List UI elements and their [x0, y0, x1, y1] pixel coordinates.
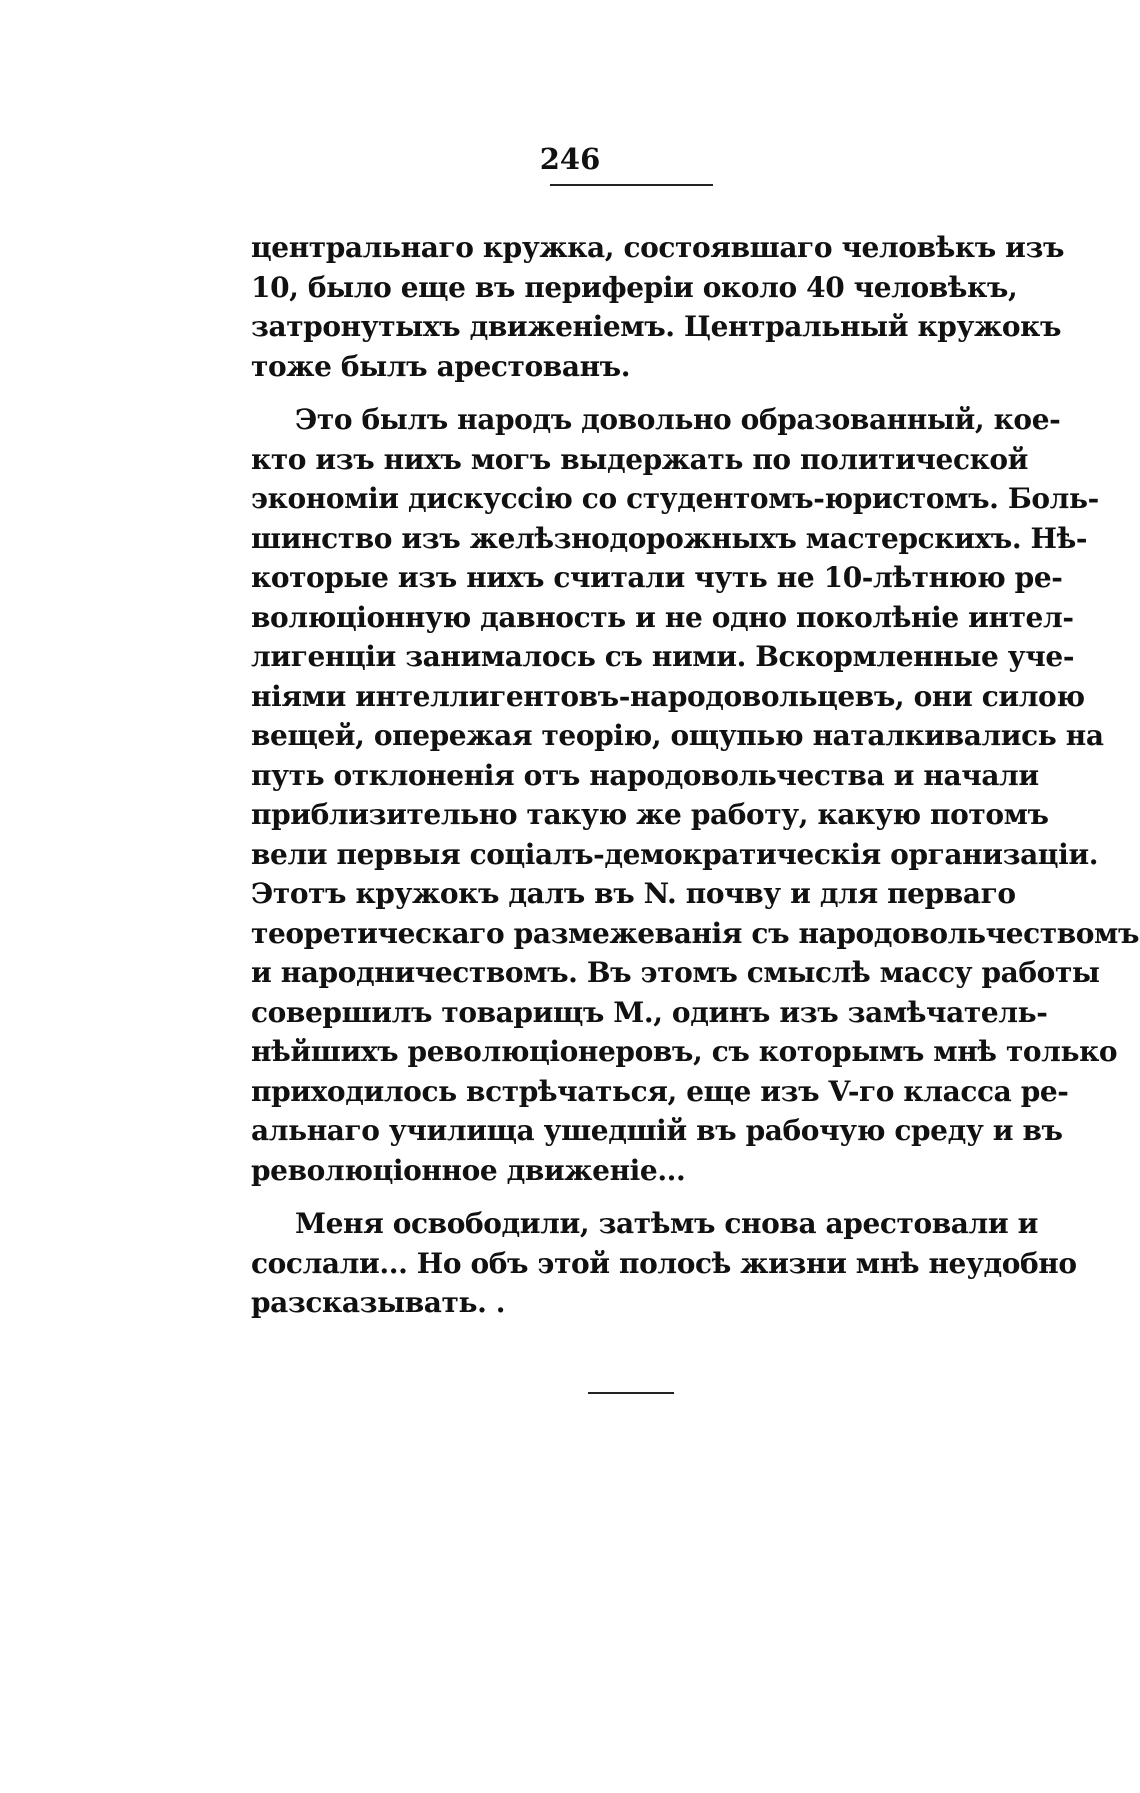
text-line: центральнаго кружка, состоявшаго человѣкъ изъ [251, 231, 1065, 264]
text-line: 10, было еще въ периферіи около 40 человѣкъ, [251, 270, 1018, 304]
page-number: 246 [539, 142, 601, 176]
header-rule [550, 184, 713, 186]
text-line: приблизительно такую же работу, какую потомъ [251, 798, 1049, 831]
text-line: кто изъ нихъ могъ выдержать по политической [251, 442, 1029, 476]
text-line: приходилось встрѣчаться, еще изъ V-го класса ре- [251, 1074, 1069, 1108]
paragraph-3 [251, 1204, 1077, 1323]
text-line: тоже былъ арестованъ. [251, 349, 631, 383]
text-line: теоретическаго размежеванія съ народовольчествомъ [251, 916, 1140, 950]
end-rule [588, 1392, 674, 1394]
text-line: вещей, опережая теорію, ощупью наталкивались на [251, 719, 1104, 752]
text-line: которые изъ нихъ считали чуть не 10-лѣтнюю ре- [251, 561, 1063, 594]
text-line: разсказывать. . [251, 1286, 506, 1319]
text-line: шинство изъ желѣзнодорожныхъ мастерскихъ. Нѣ- [251, 521, 1088, 555]
text-line: Это былъ народъ довольно образованный, кое- [295, 403, 1061, 436]
text-line: революціонное движеніе... [251, 1153, 686, 1187]
text-line: Этотъ кружокъ далъ въ N. почву и для перваго [251, 877, 1016, 910]
text-line: совершилъ товарищъ М., одинъ изъ замѣчатель- [251, 995, 1048, 1029]
text-line: Меня освободили, затѣмъ снова арестовали и [295, 1207, 1038, 1240]
paragraph-1 [251, 228, 1065, 386]
text-line: экономіи дискуссію со студентомъ-юристомъ. Боль- [251, 482, 1099, 515]
text-line: альнаго училища ушедшій въ рабочую среду и въ [251, 1114, 1063, 1147]
text-line: затронутыхъ движеніемъ. Центральный кружокъ [251, 310, 1062, 343]
text-line: путь отклоненія отъ народовольчества и начали [251, 758, 1039, 792]
text-line: ніями интеллигентовъ-народовольцевъ, они силою [251, 679, 1085, 713]
text-line: нѣйшихъ революціонеровъ, съ которымъ мнѣ только [251, 1035, 1118, 1068]
body-text [251, 228, 1140, 1323]
text-line: и народничествомъ. Въ этомъ смыслѣ массу работы [251, 956, 1100, 989]
text-line: вели первыя соціалъ-демократическія организаціи. [251, 837, 1099, 871]
text-line: лигенціи занималось съ ними. Вскормленные уче- [251, 640, 1075, 673]
text-line: волюціонную давность и не одно поколѣніе интел- [251, 600, 1074, 634]
text-line: сослали... Но объ этой полосѣ жизни мнѣ неудобно [251, 1246, 1077, 1280]
paragraph-2 [251, 400, 1140, 1190]
